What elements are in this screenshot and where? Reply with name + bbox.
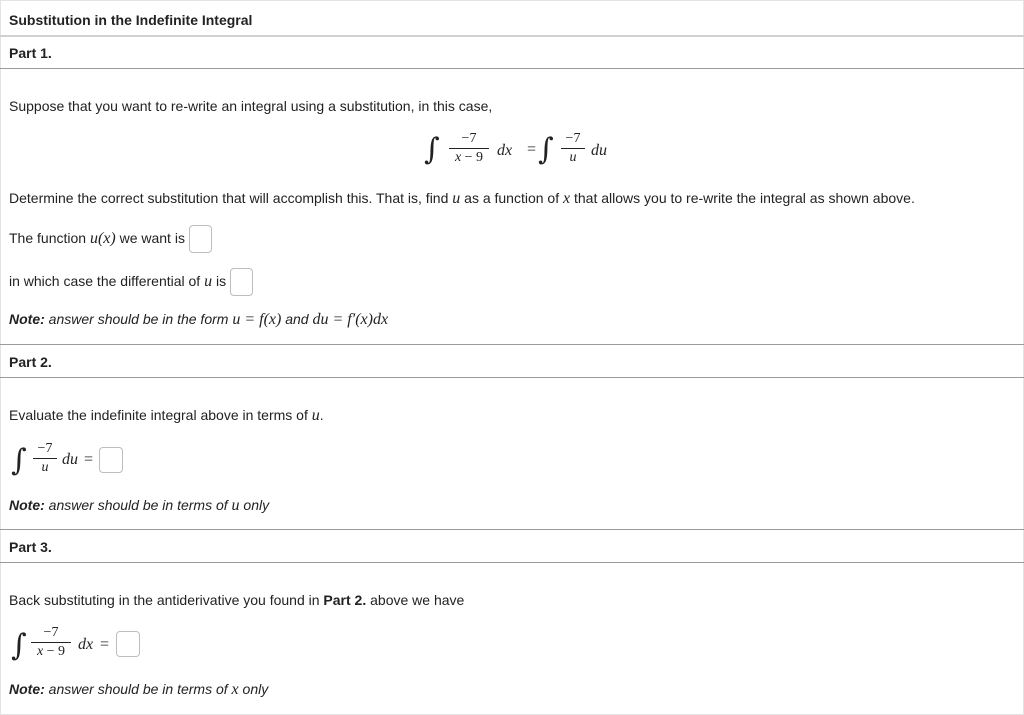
- part2-top-divider: [0, 344, 1024, 345]
- part3-heading: Part 3.: [9, 539, 52, 555]
- part3-answer-input[interactable]: [116, 631, 140, 657]
- part1-intro: Suppose that you want to re-write an integral using a substitution, in this case,: [9, 98, 493, 114]
- left-fraction: [449, 131, 489, 166]
- part2-intro: Evaluate the indefinite integral above in terms of u.: [9, 407, 324, 424]
- page-title: Substitution in the Indefinite Integral: [9, 12, 253, 28]
- part2-heading: Part 2.: [9, 354, 52, 370]
- part1-note: Note: answer should be in the form u = f(x) and du = f′(x)dx: [9, 311, 389, 328]
- part3-divider: [0, 562, 1024, 563]
- dx-symbol: dx: [78, 636, 94, 653]
- part3-numerator: −7: [31, 625, 71, 643]
- integral-sign: ∫: [11, 443, 27, 478]
- part3-fraction: [31, 625, 71, 660]
- integral-sign: ∫: [538, 132, 554, 167]
- part2-note: Note: answer should be in terms of u only: [9, 497, 270, 514]
- left-numerator: −7: [449, 131, 489, 149]
- du-answer-input[interactable]: [230, 268, 253, 296]
- part2-numerator: −7: [33, 441, 57, 459]
- part3-note: Note: answer should be in terms of x only: [9, 681, 269, 698]
- right-fraction: [561, 131, 585, 166]
- equals-sign: =: [100, 636, 110, 653]
- left-denominator: x − 9: [454, 150, 484, 165]
- equals-sign: =: [527, 141, 537, 158]
- part1-divider: [0, 68, 1024, 69]
- u-function-answer-input[interactable]: [189, 225, 212, 253]
- differential-row: in which case the differential of u is: [9, 267, 253, 296]
- equals-sign: =: [84, 451, 94, 468]
- du-symbol: du: [591, 142, 607, 159]
- function-row: The function u(x) we want is: [9, 224, 212, 253]
- dx-symbol: dx: [497, 142, 513, 159]
- part3-denominator: x − 9: [36, 644, 66, 659]
- integral-sign: ∫: [11, 628, 27, 663]
- part2-fraction: [33, 441, 57, 476]
- part3-top-divider: [0, 529, 1024, 530]
- integral-sign: ∫: [424, 132, 440, 167]
- part2-denominator: u: [41, 460, 49, 475]
- right-denominator: u: [569, 150, 577, 165]
- title-divider: [0, 35, 1024, 37]
- part2-answer-input[interactable]: [99, 447, 123, 473]
- right-numerator: −7: [561, 131, 585, 149]
- part3-intro: Back substituting in the antiderivative you found in Part 2. above we have: [9, 592, 465, 608]
- part2-divider: [0, 377, 1024, 378]
- part1-heading: Part 1.: [9, 45, 52, 61]
- du-symbol: du: [62, 451, 78, 468]
- part1-instruction: Determine the correct substitution that will accomplish this. That is, find u as a function of x that allows you to re-write the integral as shown above.: [9, 190, 915, 207]
